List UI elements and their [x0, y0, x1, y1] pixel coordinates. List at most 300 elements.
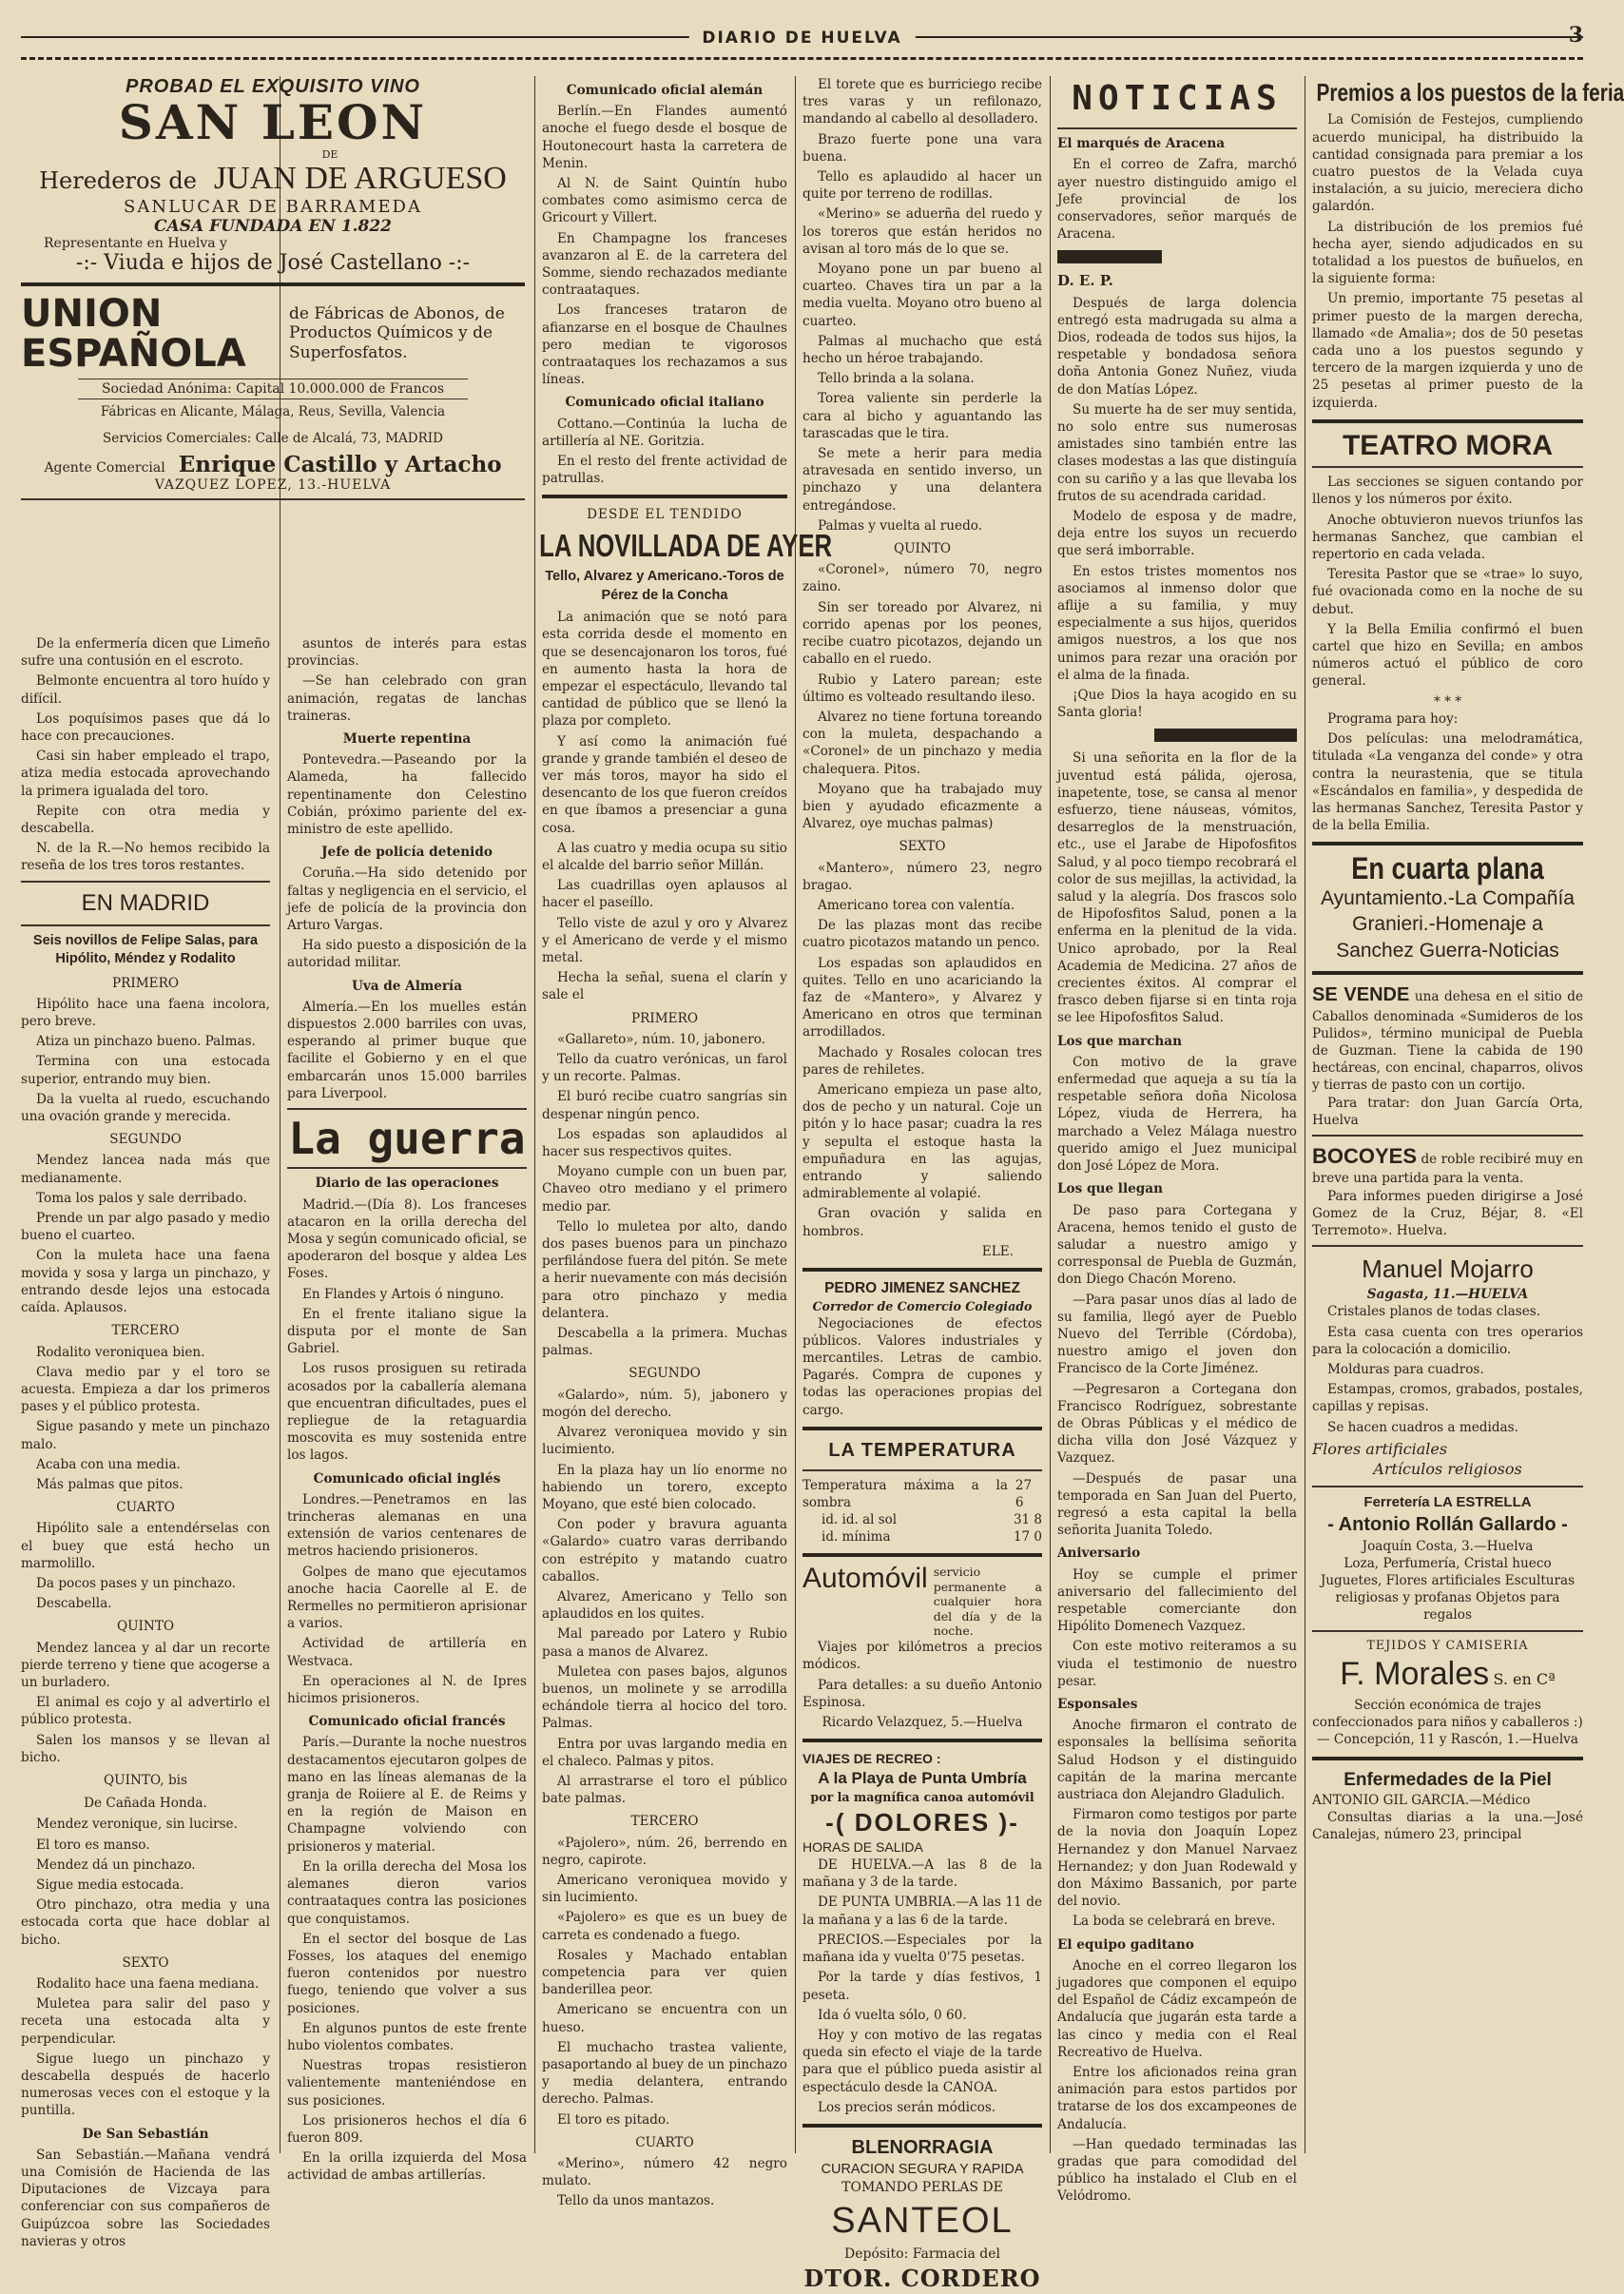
divider [802, 1427, 1042, 1430]
ad-de: DE [321, 147, 338, 161]
section-heading: En cuarta plana [1351, 851, 1544, 886]
paragraph: Al N. de Saint Quintín hubo combates como asimismo cerca de Gricourt y Villert. [542, 176, 787, 226]
ad-address: Joaquín Costa, 3.—Huelva [1362, 1538, 1534, 1554]
ad-title: Corredor de Comercio Colegiado [812, 1298, 1033, 1313]
paragraph: Casi sin haber empleado el trapo, atiza media estocada aprovechando la primera igualada del toro. [21, 748, 270, 799]
paragraph: En el resto del frente actividad de patrullas. [542, 454, 787, 487]
paragraph: La Comisión de Festejos, cumpliendo acuerdo municipal, ha distribuido la cantidad consignada para premiar a los cuatro puestos de la Velada cuya instalación, a su juicio, mereciera dicho galardón. [1312, 112, 1583, 215]
section-heading: NOTICIAS [1072, 79, 1283, 118]
paragraph: Tello lo muletea por alto, dando dos pases buenos para un pinchazo perfilándose fuera del pitón. Se mete a herir nuevamente con más decisión para otro pinchazo y media delantera. [542, 1218, 787, 1321]
divider [802, 1268, 1042, 1272]
divider [1312, 419, 1583, 423]
sub-heading: CUARTO [116, 1500, 175, 1516]
sub-heading: SEXTO [899, 839, 946, 855]
ad-text: Los precios serán módicos. [818, 2099, 996, 2115]
ad-suffix: S. en Cª [1493, 1670, 1556, 1689]
paragraph: Palmas al muchacho que está hecho un héroe trabajando. [802, 333, 1042, 367]
paragraph: Da pocos pases y un pinchazo. [36, 1575, 236, 1591]
ad-heading: Ferretería LA ESTRELLA [1363, 1493, 1532, 1510]
paragraph: Los poquísimos pases que dá lo hace con precauciones. [21, 710, 270, 745]
paragraph: Americano se encuentra con un hueso. [542, 2002, 787, 2035]
ad-brand: -( DOLORES )- [825, 1807, 1019, 1837]
paragraph: Rodalito veroniquea bien. [36, 1344, 205, 1360]
article-heading: D. E. P. [1057, 272, 1113, 290]
paragraph: En el correo de Zafra, marchó ayer nuestro distinguido amigo el Jefe provincial de los conservadores, señor marqués de Aracena. [1057, 157, 1297, 243]
paragraph: «Merino», número 42 negro mulato. [542, 2156, 787, 2189]
paragraph: Los prisioneros hechos el día 6 fueron 809. [287, 2112, 527, 2146]
paragraph: Moyano que ha trabajado muy bien y ayudado eficazmente a Alvarez, oye muchas palmas) [802, 781, 1042, 832]
sub-heading: SEGUNDO [109, 1132, 182, 1148]
divider [1312, 1757, 1583, 1760]
article-heading: Diario de las operaciones [315, 1176, 499, 1192]
paragraph: Programa para hoy: [1327, 710, 1459, 727]
article-heading: El marqués de Aracena [1057, 136, 1226, 152]
paragraph: Las cuadrillas oyen aplausos al hacer el paseíllo. [542, 878, 787, 911]
paragraph: Americano torea con valentía. [818, 897, 1015, 913]
paragraph: Después de larga dolencia entregó esta madrugada su alma a Dios, rodeada de todos sus hijos, la respetable y bondadosa señora doña Antonia Gonez Nuñez, viuda de don Matías López. [1057, 295, 1297, 398]
paragraph: Los rusos prosiguen su retirada acosados por la caballería alemana que encuentran dificultades, pues el repliegue de la retaguardia moscovita es muy sostenida entre los lagos. [287, 1361, 527, 1464]
divider [1312, 1630, 1583, 1632]
paragraph: Coruña.—Ha sido detenido por faltas y negligencia en el servicio, el jefe de policía de la provincia don Arturo Vargas. [287, 865, 527, 934]
ad-fabricas: Fábricas en Alicante, Málaga, Reus, Sevilla, Valencia [100, 403, 446, 419]
ad-heading: BLENORRAGIA [851, 2136, 994, 2158]
section-heading: LA TEMPERATURA [828, 1439, 1016, 1461]
article-heading: Muerte repentina [342, 731, 472, 748]
paragraph: asuntos de interés para estas provincias. [287, 636, 527, 670]
paragraph: Y la Bella Emilia confirmó el buen cartel que hizo en Sevilla; en ambos números actuó el público de coro general. [1312, 621, 1583, 690]
paragraph: Con la muleta hace una faena movida y sosa y larga un pinchazo, y entrando desde lejos una estocada caída. Aplausos. [21, 1248, 270, 1316]
paragraph: Rosales y Machado entablan competencia para ver quien banderillea peor. [542, 1947, 787, 1998]
divider [1057, 127, 1297, 129]
divider [1312, 971, 1583, 975]
paragraph: Salen los mansos y se llevan al bicho. [21, 1732, 270, 1765]
divider [21, 881, 270, 883]
column-separator [1050, 76, 1051, 2153]
paragraph: Prende un par algo pasado y medio bueno el cuarteo. [21, 1211, 270, 1244]
article-heading: Comunicado oficial alemán [566, 83, 764, 98]
black-bar [1057, 250, 1162, 263]
ad-text: Esta casa cuenta con tres operarios para la colocación a domicilio. [1312, 1324, 1583, 1357]
divider [802, 1553, 1042, 1557]
column-separator [534, 76, 535, 2153]
paragraph: Con este motivo reiteramos a su viuda el testimonio de nuestro pesar. [1057, 1639, 1297, 1689]
sub-heading: QUINTO [116, 1619, 175, 1635]
paragraph: En el frente italiano sigue la disputa por el monte de San Gabriel. [287, 1306, 527, 1357]
paragraph: «Coronel», número 70, negro zaino. [802, 562, 1042, 595]
divider [1312, 842, 1583, 846]
paragraph: «Mantero», número 23, negro bragao. [802, 860, 1042, 893]
paragraph: Con motivo de la grave enfermedad que aqueja a su tía la respetable señora doña Nicolosa López, viuda de Herrera, ha marchado a Velez Málaga nuestro querido amigo el Juez municipal don José López de Mora. [1057, 1054, 1297, 1175]
ad-brand: SANTEOL [831, 2200, 1014, 2241]
ad-servicios: Servicios Comerciales: Calle de Alcalá, 73, MADRID [103, 430, 443, 446]
ad-address: VAZQUEZ LOPEZ, 13.-HUELVA [154, 476, 392, 493]
divider [802, 2124, 1042, 2128]
page-number: 3 [1568, 23, 1583, 48]
article-heading: Tello, Alvarez y Americano.-Toros de Pérez de la Concha [545, 569, 784, 603]
ad-address: Sagasta, 11.—HUELVA [1366, 1287, 1529, 1303]
sub-heading: De Cañada Honda. [84, 1796, 207, 1812]
paragraph: En el sector del bosque de Las Fosses, los ataques del enemigo fueron contenidos por nuestro fuego, teniendo que volver a sus posiciones. [287, 1931, 527, 2016]
column-2 [287, 635, 527, 2184]
paragraph: Acaba con una media. [36, 1456, 181, 1472]
paragraph: —Pegresaron a Cortegana don Francisco Rodríguez, sobrestante de Obras Públicas y el médico de dicha villa don José Vázquez y Vazquez. [1057, 1381, 1297, 1467]
paragraph: Y así como la animación fué grande y grande también el deseo de ver más toros, mayor ha sido el desencanto de los que fueron creídos en que íbamos a presenciar a guna cosa. [542, 733, 787, 836]
paragraph: Belmonte encuentra al toro huído y difícil. [21, 673, 270, 707]
paragraph: Berlín.—En Flandes aumentó anoche el fuego desde el bosque de Houtonecourt hasta la carretera de Menin. [542, 104, 787, 171]
sub-heading: QUINTO [893, 541, 952, 557]
sub-heading: QUINTO, bis [104, 1772, 187, 1788]
paragraph: Al arrastrarse el toro el público bate palmas. [542, 1773, 787, 1807]
ad-brand: Automóvil [802, 1562, 928, 1594]
sub-heading: SEXTO [122, 1954, 169, 1971]
paragraph: Mendez lancea y al dar un recorte pierde terreno y tiene que acogerse a un burladero. [21, 1640, 270, 1690]
paragraph: Hipólito hace una faena incolora, pero breve. [21, 996, 270, 1030]
temperature-value: 27 6 [1015, 1477, 1033, 1510]
ad-bocoyes [1312, 1142, 1583, 1188]
section-kicker: DESDE EL TENDIDO [587, 507, 743, 523]
ad-agente-name: Enrique Castillo y Artacho [178, 451, 502, 477]
ad-brand: Manuel Mojarro [1362, 1254, 1534, 1284]
paragraph: Un premio, importante 75 pesetas al primer puesto de la margen derecha, llamado «de Amalia»; dos de 50 pesetas cada uno a los puestos segundo y tercero de la margen izquierda y uno de 25 pesetas al primer puesto de la izquierda. [1312, 291, 1583, 411]
paragraph: La distribución de los premios fué hecha ayer, siendo adjudicados en su totalidad a los puestos de buñuelos, en la siguiente forma: [1312, 219, 1583, 287]
article-heading: De San Sebastián [82, 2126, 209, 2142]
ad-heading: HORAS DE SALIDA [802, 1839, 923, 1856]
paragraph: Da la vuelta al ruedo, escuchando una ovación grande y merecida. [21, 1091, 270, 1125]
ad-text: Viajes por kilómetros a precios módicos. [802, 1640, 1042, 1673]
ad-brand: - Antonio Rollán Gallardo - [1327, 1513, 1568, 1535]
paragraph: El torete que es burriciego recibe tres varas y un refilonazo, mandando al cabello al desolladero. [802, 77, 1042, 127]
section-heading: La guerra [288, 1113, 526, 1165]
sub-heading: TERCERO [630, 1814, 699, 1830]
paragraph: Madrid.—(Día 8). Los franceses atacaron en la orilla derecha del Mosa y según comunicado oficial, se apoderaron del bosque y aldea Les Foses. [287, 1196, 527, 1282]
ad-argueso: JUAN DE ARGUESO [213, 160, 507, 196]
ad-text: Hoy y con motivo de las regatas queda sin efecto el viaje de la tarde para que el público pueda asistir al espectáculo desde la CANOA. [802, 2027, 1042, 2095]
article-heading: Comunicado oficial inglés [313, 1470, 501, 1487]
paragraph: Tello da cuatro verónicas, un farol y un recorte. Palmas. [542, 1052, 787, 1085]
paragraph: Mendez dá un pinchazo. [36, 1857, 196, 1873]
paragraph: Sigue luego un pinchazo y descabella después de hacerlo numerosas veces con el estoque y la puntilla. [21, 2051, 270, 2119]
paragraph: «Pajolero», núm. 26, berrendo en negro, capirote. [542, 1835, 787, 1868]
temperature-label: id. mínima [822, 1528, 891, 1545]
divider [21, 498, 525, 500]
ad-text: servicio permanente a cualquier hora del día y de la noche. [933, 1564, 1042, 1639]
temperature-label: id. id. al sol [822, 1511, 898, 1527]
article-heading: Uva de Almería [351, 978, 463, 994]
column-separator [795, 76, 796, 2153]
article-heading: Los que llegan [1057, 1181, 1163, 1197]
ad-text: DE HUELVA.—A las 8 de la mañana y 3 de la tarde. [802, 1857, 1042, 1891]
paragraph: De la enfermería dicen que Limeño sufre una contusión en el escroto. [21, 636, 270, 670]
paragraph: Rubio y Latero parean; este último es volteado resultando ileso. [802, 671, 1042, 705]
ad-text: Se hacen cuadros a medidas. [1327, 1419, 1518, 1435]
paragraph: Pontevedra.—Paseando por la Alameda, ha fallecido repentinamente don Celestino Cobián, próximo pariente del ex-ministro de este apellido. [287, 752, 527, 838]
ad-se-vende [1312, 982, 1583, 1095]
paragraph: Mendez lancea nada más que medianamente. [21, 1153, 270, 1186]
ad-agente-label: Agente Comercial [44, 459, 165, 476]
paragraph: A las cuatro y media ocupa su sitio el alcalde del barrio señor Millán. [542, 840, 787, 873]
paragraph: El animal es cojo y al advertirlo el público protesta. [21, 1695, 270, 1728]
paragraph: Americano veroniquea movido y sin lucimiento. [542, 1872, 787, 1906]
paragraph: Hecha la señal, suena el clarín y sale el [542, 970, 787, 1003]
ad-brand: DTOR. CORDERO [803, 2264, 1041, 2292]
paragraph: Ha sido puesto a disposición de la autoridad militar. [287, 938, 527, 971]
ad-heading: A la Playa de Punta Umbría [818, 1768, 1027, 1787]
temperature-row [802, 1477, 1042, 1511]
paragraph: Muletea con pases bajos, algunos buenos, un molinete y se arrodilla echándole tierra al hocico del toro. Palmas. [542, 1663, 787, 1732]
ad-text: de roble recibiré muy en breve una partida para la venta. [1312, 1152, 1583, 1187]
paragraph: Alvarez veroniquea movido y sin lucimiento. [542, 1425, 787, 1458]
paragraph: Su muerte ha de ser muy sentida, no solo entre sus numerosas amistades sino también entre las clases modestas a las que distinguía con su cariño y a las que llevaba los frutos de su acendrada caridad. [1057, 401, 1297, 504]
paragraph: En algunos puntos de este frente hubo violentos combates. [287, 2020, 527, 2053]
ad-text: Artículos religiosos [1373, 1460, 1522, 1479]
section-heading: TEATRO MORA [1342, 429, 1554, 461]
paragraph: Hipólito sale a entendérselas con el buey que está hecho un marmolillo. [21, 1521, 270, 1571]
paragraph: Anoche en el correo llegaron los jugadores que componen el equipo del Español de Cádiz excampeón de Andalucía que jugarán esta tarde a las cinco y media con el Real Recreativo de Huelva. [1057, 1957, 1297, 2060]
paragraph: Machado y Rosales colocan tres pares de rehiletes. [802, 1044, 1042, 1078]
paragraph: Muletea para salir del paso y receta una estocada alta y perpendicular. [21, 1996, 270, 2047]
paragraph: Tello viste de azul y oro y Alvarez y el Americano de verde y el mismo metal. [542, 915, 787, 966]
paragraph: «Pajolero» es que es un buey de carreta es condenado a fuego. [542, 1910, 787, 1943]
paragraph: N. de la R.—No hemos recibido la reseña de los tres toros restantes. [21, 841, 270, 874]
paragraph: Rodalito hace una faena mediana. [36, 1976, 260, 1992]
paragraph: «Gallareto», núm. 10, jabonero. [557, 1031, 765, 1047]
temperature-row [802, 1528, 1042, 1546]
ad-text: Por la tarde y días festivos, 1 peseta. [802, 1970, 1042, 2003]
paragraph: Con poder y bravura aguanta «Galardo» cuatro varas derribando con estrépito y matando cuatro caballos. [542, 1517, 787, 1584]
paragraph: Tello brinda a la solana. [818, 371, 975, 387]
paragraph: En operaciones al N. de Ipres hicimos prisioneros. [287, 1673, 527, 1707]
article-heading: Comunicado oficial italiano [565, 395, 764, 411]
masthead [21, 23, 1583, 65]
article-heading: Los que marchan [1057, 1033, 1182, 1049]
paragraph: Gran ovación y salida en hombros. [802, 1206, 1042, 1239]
divider [1312, 1245, 1583, 1247]
paragraph: Alvarez, Americano y Tello son aplaudidos en los quites. [542, 1588, 787, 1623]
ads-top [21, 76, 525, 506]
ad-text: Molduras para cuadros. [1327, 1361, 1484, 1377]
column-4 [802, 76, 1042, 2292]
paragraph: Tello da unos mantazos. [557, 2193, 715, 2209]
paragraph: Los espadas son aplaudidos en quites. Tello en uno acariciando la faz de «Mantero», y Alvarez y Americano en otros que terminan arrodillados. [802, 955, 1042, 1040]
ad-brand: SAN LEON [118, 94, 428, 150]
ad-text: Negociaciones de efectos públicos. Valores industriales y mercantiles. Letras de cambio. Pagarés. Compra de cupones y todas las operaciones propias del cargo. [802, 1315, 1042, 1418]
paragraph: «Galardo», núm. 5), jabonero y mogón del derecho. [542, 1387, 787, 1420]
paragraph: El muchacho trastea valiente, pasaportando al buey de un pinchazo y media delantera, entrando derecho. Palmas. [542, 2039, 787, 2108]
ad-brand: Enfermedades de la Piel [1344, 1769, 1552, 1790]
ad-text: Para detalles: a su dueño Antonio Espinosa. [802, 1677, 1042, 1710]
article-heading: El equipo gaditano [1057, 1936, 1194, 1953]
column-1 [21, 635, 270, 2249]
paragraph: La animación que se notó para esta corrida desde el momento en que se desencajonaron los toros, fué en aumento hasta la hora de empezar el espectáculo, llevando tal cantidad de público que se llenó la plaza por completo. [542, 610, 787, 729]
paragraph: Los espadas son aplaudidos al hacer sus respectivos quites. [542, 1126, 787, 1160]
divider [1312, 466, 1583, 468]
paragraph: Las secciones se siguen contando por llenos y los números por éxito. [1312, 475, 1583, 508]
temperature-value: 17 0 [1013, 1528, 1042, 1545]
paragraph: San Sebastián.—Mañana vendrá una Comisión de Hacienda de las Diputaciones de Vizcaya para conferenciar con sus compañeros de Guipúzcoa sobre las Sociedades navieras y otros [21, 2147, 270, 2249]
black-bar [1154, 729, 1297, 742]
ad-rep-name: -:- Viuda e hijos de José Castellano -:- [75, 250, 471, 275]
paragraph: Londres.—Penetramos en las trincheras alemanas en una extensión de varios centenares de metros haciendo prisioneros. [287, 1491, 527, 1560]
paragraph: —Para pasar unos días al lado de su familia, llegó ayer de Pueblo Nuevo del Terrible (Córdoba), nuestro amigo el joven don Francisco de la Corte Jiménez. [1057, 1292, 1297, 1377]
ad-text: ANTONIO GIL GARCIA.—Médico [1312, 1793, 1531, 1809]
sub-heading: TERCERO [111, 1323, 180, 1339]
ad-rep: Representante en Huelva y [44, 235, 227, 251]
ad-text: Para tratar: don Juan García Orta, Huelva [1312, 1095, 1583, 1128]
ad-capital: Sociedad Anónima: Capital 10.000.000 de Francos [78, 379, 468, 399]
paragraph: Clava medio par y el toro se acuesta. Empieza a dar los primeros pases y el público protesta. [21, 1364, 270, 1415]
paragraph: Toma los palos y sale derribado. [36, 1190, 247, 1206]
paragraph: Los franceses trataron de afianzarse en el bosque de Chaulnes pero median te vigorosos contraataques los rechazamos a sus líneas. [542, 302, 787, 388]
paragraph: De paso para Cortegana y Aracena, hemos tenido el gusto de saludar a nuestro amigo y corresponsal de Puebla de Guzmán, don Diego Chacón Moreno. [1057, 1202, 1297, 1288]
paragraph: Más palmas que pitos. [36, 1476, 184, 1492]
divider [287, 1167, 527, 1169]
paragraph: Brazo fuerte pone una vara buena. [802, 131, 1042, 165]
ad-text: Ida ó vuelta sólo, 0 60. [818, 2007, 967, 2023]
ad-text: Loza, Perfumería, Cristal hueco Juguetes, Flores artificiales Esculturas religiosas y profanas Objetos para regalos [1320, 1555, 1576, 1623]
masthead-title: DIARIO DE HUELVA [688, 29, 915, 48]
divider [802, 1739, 1042, 1742]
paragraph: El toro es pitado. [557, 2111, 670, 2128]
ad-city: SANLUCAR DE BARRAMEDA [124, 196, 422, 217]
column-6 [1312, 76, 1624, 2153]
paragraph: Entre los aficionados reina gran animación para estos partidos por tratarse de los dos excampeones de Andalucía. [1057, 2065, 1297, 2132]
article-heading: Jefe de policía detenido [321, 845, 493, 861]
ad-heading: TEJIDOS Y CAMISERIA [1366, 1637, 1529, 1652]
ad-herederos: Herederos de [39, 166, 197, 194]
ad-text: Para informes pueden dirigirse a José Gomez de la Cruz, Béjar, 8. «El Terremoto». Huelva. [1312, 1188, 1583, 1239]
article-heading: Seis novillos de Felipe Salas, para Hipólito, Méndez y Rodalito [32, 932, 259, 967]
divider [287, 1108, 527, 1110]
paragraph: Firmaron como testigos por parte de la novia don Joaquín Lopez Hernandez y don Manuel Narvaez Hernandez; y don Juan Rodewald y don Máximo Bassanich, por parte del novio. [1057, 1807, 1297, 1910]
signature: ELE. [981, 1243, 1014, 1259]
ad-desc: de Fábricas de Abonos, de Productos Químicos y de Superfosfatos. [289, 303, 505, 362]
temperature-label: Temperatura máxima a la sombra [802, 1477, 1008, 1510]
ad-union-espanola [21, 291, 525, 493]
paragraph: Termina con una estocada superior, entrando muy bien. [21, 1054, 270, 1087]
ad-text: Depósito: Farmacia del [843, 2245, 1001, 2262]
ad-brand: F. Morales [1340, 1656, 1490, 1693]
paragraph: Nuestras tropas resistieron valientemente manteniéndose en sus posiciones. [287, 2058, 527, 2109]
paragraph: Anoche firmaron el contrato de esponsales la bellísima señorita Salud Hodson y el distinguido capitán de la marina mercante austriaca don Alejandro Gladulich. [1057, 1718, 1297, 1802]
paragraph: Sigue pasando y mete un pinchazo malo. [21, 1419, 270, 1452]
paragraph: Si una señorita en la flor de la juventud está pálida, ojerosa, inapetente, tose, se cansa al menor esfuerzo, tiene náuseas, vómitos, desarreglos de la menstruación, etc., use el Jarabe de Hipofosfitos Salud, y al poco tiempo recobrará el color de sus mejillas, la actividad, la salud y la alegría. Dos frascos solo de Hipofosfitos Salud, ponen a la enferma en la plenitud de la vida. Unico aprobado, por la Real Academia de Medicina. 27 años de crecientes éxitos. Al comprar el frasco deben fijarse si en tinta roja se lee Hipofosfitos Salud. [1057, 750, 1297, 1026]
sub-heading: PRIMERO [112, 975, 179, 991]
paragraph: Mendez veronique, sin lucirse. [36, 1817, 238, 1833]
asterism: * * * [1433, 693, 1462, 710]
paragraph: En estos tristes momentos nos asociamos al inmenso dolor que aflije a su familia, y muy especialmente a sus hijos, queridos amigos nuestros, a los que nos unimos para rezar una oración por el alma de la finada. [1057, 563, 1297, 683]
paragraph: Atiza un pinchazo bueno. Palmas. [36, 1034, 256, 1050]
ad-heading: CURACION SEGURA Y RAPIDA [821, 2161, 1024, 2177]
paragraph: Se mete a herir para media atravesada en sentido inverso, un pinchazo y una delantera entregándose. [802, 446, 1042, 514]
paragraph: Dos películas: una melodramática, titulada «La venganza del conde» y otra contra la neurastenia, que se titula «Escándalos en familia», y despedida de las hermanas Sanchez, Teresita Pastor y de la bella Emilia. [1312, 731, 1583, 834]
ad-line: PROBAD EL EXQUISITO VINO [126, 76, 420, 97]
sub-heading: CUARTO [635, 2134, 694, 2150]
ad-brand: UNION ESPAÑOLA [21, 291, 246, 376]
paragraph: Otro pinchazo, otra media y una estocada corta que hace doblar al bicho. [21, 1897, 270, 1948]
divider [21, 282, 525, 286]
ad-name: PEDRO JIMENEZ SANCHEZ [824, 1280, 1020, 1296]
paragraph: Sin ser toreado por Alvarez, ni corrido apenas por los peones, recibe cuatro picotazos, dejando un caballo en el ruedo. [802, 599, 1042, 668]
paragraph: En Champagne los franceses avanzaron al E. de la carretera del Somme, siendo rechazados mediante contraataques. [542, 230, 787, 299]
section-heading: LA NOVILLADA DE AYER [539, 527, 833, 563]
paragraph: ¡Que Dios la haya acogido en su Santa gloria! [1057, 688, 1297, 721]
paragraph: Repite con otra media y descabella. [21, 803, 270, 837]
paragraph: En la plaza hay un lío enorme no habiendo un torero, excepto Moyano, que esté bien colocado. [542, 1462, 787, 1512]
ad-text: Consultas diarias a la una.—José Canalejas, número 23, principal [1312, 1810, 1583, 1843]
article-heading: Comunicado oficial francés [308, 1714, 506, 1730]
paragraph: —Después de pasar una temporada en San Juan del Puerto, regresó a esta capital la bella señorita Juanita Toledo. [1057, 1470, 1297, 1539]
ad-heading: VIAJES DE RECREO : [802, 1751, 941, 1767]
ad-heading: TOMANDO PERLAS DE [841, 2180, 1003, 2196]
article-heading: Esponsales [1057, 1696, 1138, 1712]
paragraph: En Flandes y Artois ó ninguno. [302, 1286, 505, 1302]
temperature-value: 31 8 [1013, 1511, 1042, 1527]
ad-brand: BOCOYES [1312, 1144, 1418, 1169]
ad-text: Cristales planos de todas clases. [1327, 1304, 1541, 1320]
ad-text: Flores artificiales [1312, 1439, 1448, 1458]
sub-heading: PRIMERO [631, 1010, 698, 1026]
paragraph: Teresita Pastor que se «trae» lo suyo, fué ovacionada como en la noche de su debut. [1312, 567, 1583, 617]
ad-text: PRECIOS.—Especiales por la mañana ida y vuelta 0'75 pesetas. [802, 1932, 1042, 1966]
ad-heading: por la magnífica canoa automóvil [810, 1789, 1034, 1804]
paragraph: Almería.—En los muelles están dispuestos 2.000 barriles con uvas, esperando al primer buque que facilite el Gobierno y en el que embarcarán unos 15.000 barriles para Liverpool. [287, 999, 527, 1101]
paragraph: El toro es manso. [36, 1837, 150, 1853]
ad-automovil [802, 1562, 1042, 1639]
paragraph: Palmas y vuelta al ruedo. [818, 517, 983, 534]
paragraph: Alvarez no tiene fortuna toreando con la muleta, despachando a «Coronel» de un pinchazo y media chalequera. Pitos. [802, 709, 1042, 777]
divider [802, 1469, 1042, 1471]
paragraph: Entra por uvas largando media en el chaleco. Palmas y pitos. [542, 1736, 787, 1769]
paragraph: «Merino» se aduerña del ruedo y los toreros que están heridos no avisan al toro más de lo que se. [802, 206, 1042, 257]
column-3 [539, 76, 833, 2209]
section-heading: Premios a los puestos de la feria [1316, 78, 1624, 107]
ad-text: Sección económica de trajes confeccionados para niños y caballeros :)— Concepción, 11 y Rascón, 1.—Huelva [1312, 1697, 1583, 1748]
paragraph: Golpes de mano que ejecutamos anoche hacia Caorelle al E. de Rermelles no permitieron aprisionar a varios. [287, 1564, 527, 1632]
paragraph: Cottano.—Continúa la lucha de artillería al NE. Goritzia. [542, 416, 787, 449]
ad-text: Estampas, cromos, grabados, postales, capillas y repisas. [1312, 1382, 1583, 1415]
article-heading: Aniversario [1057, 1546, 1141, 1562]
section-heading: EN MADRID [81, 889, 210, 916]
paragraph: Tello es aplaudido al hacer un quite por terreno de rodillas. [802, 169, 1042, 203]
paragraph: Descabella a la primera. Muchas palmas. [542, 1326, 787, 1359]
paragraph: Mal pareado por Latero y Rubio pasa a manos de Alvarez. [542, 1626, 787, 1660]
paragraph: Torea valiente sin perderle la cara al bicho y aguantando las tarascadas que le tira. [802, 391, 1042, 441]
masthead-dashed-rule [21, 57, 1583, 60]
paragraph: Modelo de esposa y de madre, deja entre los suyos un recuerdo que será imborrable. [1057, 508, 1297, 559]
paragraph: Actividad de artillería en Westvaca. [287, 1636, 527, 1669]
paragraph: Sigue media estocada. [36, 1876, 184, 1893]
section-subheading: Ayuntamiento.-La Compañía Granieri.-Homenaje a Sanchez Guerra-Noticias [1321, 886, 1575, 962]
column-5 [1057, 76, 1297, 2205]
paragraph: Moyano cumple con un buen par, Chaveo otro mediano y el primero medio par. [542, 1164, 787, 1215]
temperature-row [802, 1511, 1042, 1528]
paragraph: —Han quedado terminadas las gradas que para comodidad del público ha instalado el Club en el Velódromo. [1057, 2136, 1297, 2205]
ad-morales [1312, 1653, 1583, 1697]
divider [542, 495, 787, 498]
paragraph: Hoy se cumple el primer aniversario del fallecimiento del respetable comerciante don Hipólito Domenech Vazquez. [1057, 1566, 1297, 1635]
paragraph: Moyano pone un par bueno al cuarteo. Chaves tira un par a la media vuelta. Moyano otro bueno al cuarteo. [802, 262, 1042, 329]
paragraph: De las plazas mont das recibe cuatro picotazos matando un penco. [802, 918, 1042, 951]
ad-brand: SE VENDE [1312, 983, 1410, 1005]
divider [21, 924, 270, 926]
paragraph: Americano empieza un pase alto, dos de pecho y un natural. Coje un pitón y lo hace pasar; cuadra la res y sepulta el estoque hasta la empuñadura en las agujas, entrando y saliendo admirablemente al volapié. [802, 1081, 1042, 1202]
ad-san-leon [21, 76, 525, 275]
ad-text: una dehesa en el sitio de Caballos denominada «Sumideros de los Pulidos», término municipal de Puebla de Guzman. Tiene la cabida de 190 hectáreas, con encinal, chaparros, olivos y tierras de pasto con un cortijo. [1312, 988, 1583, 1094]
paragraph: Descabella. [36, 1596, 112, 1612]
paragraph: La boda se celebrará en breve. [1073, 1914, 1276, 1930]
ad-founded: CASA FUNDADA EN 1.822 [154, 216, 392, 236]
sub-heading: SEGUNDO [628, 1366, 701, 1382]
